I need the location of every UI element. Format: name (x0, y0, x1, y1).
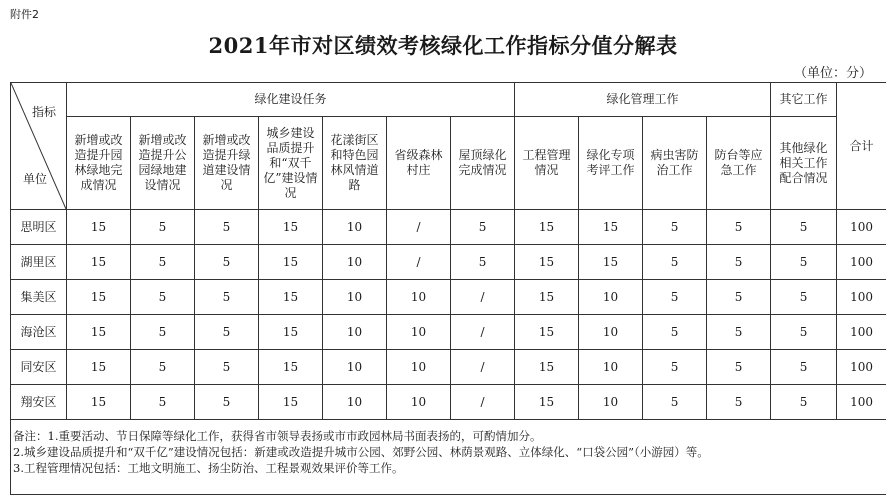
score-cell: 5 (131, 280, 195, 315)
note-line: 3.工程管理情况包括：工地文明施工、扬尘防治、工程景观效果评价等工作。 (13, 461, 404, 475)
notes-cell (11, 420, 886, 495)
column-header-total: 合计 (837, 83, 886, 210)
score-cell: 5 (643, 385, 707, 420)
score-cell: 5 (195, 210, 259, 245)
score-cell: 5 (131, 315, 195, 350)
column-header: 城乡建设品质提升和“双千亿”建设情况 (259, 117, 323, 210)
score-cell: 5 (131, 210, 195, 245)
district-cell: 海沧区 (11, 315, 67, 350)
score-cell: 5 (771, 315, 837, 350)
score-cell: 5 (771, 210, 837, 245)
score-cell: / (451, 280, 515, 315)
column-header: 病虫害防治工作 (643, 117, 707, 210)
score-cell: 15 (515, 280, 579, 315)
score-cell: 5 (643, 315, 707, 350)
district-cell: 湖里区 (11, 245, 67, 280)
score-cell: / (451, 385, 515, 420)
score-cell: 10 (579, 315, 643, 350)
score-cell: 15 (67, 350, 131, 385)
score-cell: 5 (195, 280, 259, 315)
district-cell: 翔安区 (11, 385, 67, 420)
score-cell: 10 (323, 280, 387, 315)
header-row-groups (11, 83, 886, 117)
group-header-construction: 绿化建设任务 (67, 83, 515, 117)
score-cell: / (387, 210, 451, 245)
attachment-label: 附件2 (10, 8, 39, 21)
corner-label-indicator: 指标 (31, 105, 56, 119)
column-header: 新增或改造提升公园绿地建设情况 (131, 117, 195, 210)
table-row (11, 280, 886, 315)
score-cell: 5 (195, 245, 259, 280)
score-cell: 15 (579, 245, 643, 280)
score-cell: / (387, 245, 451, 280)
score-cell: 5 (131, 385, 195, 420)
table-row (11, 350, 886, 385)
unit-label: （单位：分） (793, 66, 872, 81)
score-cell: 10 (387, 280, 451, 315)
table-row (11, 315, 886, 350)
column-header: 省级森林村庄 (387, 117, 451, 210)
score-cell: 15 (67, 385, 131, 420)
score-cell: 10 (323, 315, 387, 350)
score-cell: 5 (707, 210, 771, 245)
score-cell: 5 (771, 245, 837, 280)
score-cell: 5 (643, 350, 707, 385)
column-header: 花漾街区和特色园林风情道路 (323, 117, 387, 210)
score-cell: 5 (643, 245, 707, 280)
column-header: 防台等应急工作 (707, 117, 771, 210)
total-cell: 100 (837, 350, 886, 385)
score-cell: 5 (707, 315, 771, 350)
score-cell: 5 (451, 245, 515, 280)
column-header: 绿化专项考评工作 (579, 117, 643, 210)
score-cell: 10 (387, 385, 451, 420)
total-cell: 100 (837, 315, 886, 350)
total-cell: 100 (837, 210, 886, 245)
note-line: 2.城乡建设品质提升和“双千亿”建设情况包括：新建或改造提升城市公园、郊野公园、林荫景观路、立体绿化、“口袋公园”（小游园）等。 (13, 445, 709, 459)
notes-row (11, 420, 886, 495)
score-cell: 15 (515, 315, 579, 350)
score-cell: 15 (579, 210, 643, 245)
score-cell: 10 (387, 350, 451, 385)
score-cell: 15 (259, 210, 323, 245)
score-cell: 15 (67, 280, 131, 315)
score-cell: 15 (515, 385, 579, 420)
total-cell: 100 (837, 280, 886, 315)
score-cell: / (451, 315, 515, 350)
score-cell: 15 (259, 280, 323, 315)
score-cell: 15 (67, 210, 131, 245)
score-cell: 15 (259, 245, 323, 280)
score-cell: 5 (195, 315, 259, 350)
score-cell: 15 (67, 315, 131, 350)
score-cell: 5 (643, 280, 707, 315)
corner-header (11, 83, 67, 210)
corner-label-unit: 单位 (23, 172, 48, 186)
score-cell: 5 (643, 210, 707, 245)
score-cell: 5 (771, 385, 837, 420)
score-cell: 5 (451, 210, 515, 245)
score-cell: 5 (771, 280, 837, 315)
score-cell: 15 (259, 385, 323, 420)
group-header-management: 绿化管理工作 (515, 83, 771, 117)
page-title: 2021年市对区绩效考核绿化工作指标分值分解表 (208, 33, 678, 58)
column-header: 屋顶绿化完成情况 (451, 117, 515, 210)
total-cell: 100 (837, 385, 886, 420)
score-cell: 10 (579, 280, 643, 315)
table-row (11, 245, 886, 280)
score-cell: 15 (67, 245, 131, 280)
score-cell: 10 (323, 245, 387, 280)
score-cell: 5 (707, 280, 771, 315)
score-cell: / (451, 350, 515, 385)
score-cell: 10 (323, 210, 387, 245)
district-cell: 同安区 (11, 350, 67, 385)
score-cell: 10 (579, 385, 643, 420)
score-cell: 5 (195, 350, 259, 385)
total-cell: 100 (837, 245, 886, 280)
district-cell: 思明区 (11, 210, 67, 245)
district-cell: 集美区 (11, 280, 67, 315)
score-cell: 5 (707, 350, 771, 385)
column-header: 新增或改造提升园林绿地完成情况 (67, 117, 131, 210)
score-cell: 5 (771, 350, 837, 385)
score-cell: 15 (515, 350, 579, 385)
score-cell: 10 (323, 385, 387, 420)
score-cell: 10 (387, 315, 451, 350)
score-cell: 5 (195, 385, 259, 420)
score-cell: 5 (707, 385, 771, 420)
score-table (10, 82, 886, 495)
group-header-other: 其它工作 (771, 83, 837, 117)
score-cell: 15 (259, 315, 323, 350)
score-cell: 5 (131, 245, 195, 280)
score-cell: 15 (515, 210, 579, 245)
score-cell: 15 (259, 350, 323, 385)
table-row (11, 210, 886, 245)
header-row-columns (11, 117, 886, 210)
column-header: 新增或改造提升绿道建设情况 (195, 117, 259, 210)
score-cell: 10 (579, 350, 643, 385)
diagonal-line (11, 83, 66, 209)
score-cell: 5 (131, 350, 195, 385)
column-header: 其他绿化相关工作配合情况 (771, 117, 837, 210)
score-cell: 5 (707, 245, 771, 280)
note-line: 备注：1.重要活动、节日保障等绿化工作，获得省市领导表扬或市市政园林局书面表扬的，可酌情加分。 (13, 429, 542, 443)
table-row (11, 385, 886, 420)
column-header: 工程管理情况 (515, 117, 579, 210)
score-cell: 10 (323, 350, 387, 385)
score-cell: 15 (515, 245, 579, 280)
